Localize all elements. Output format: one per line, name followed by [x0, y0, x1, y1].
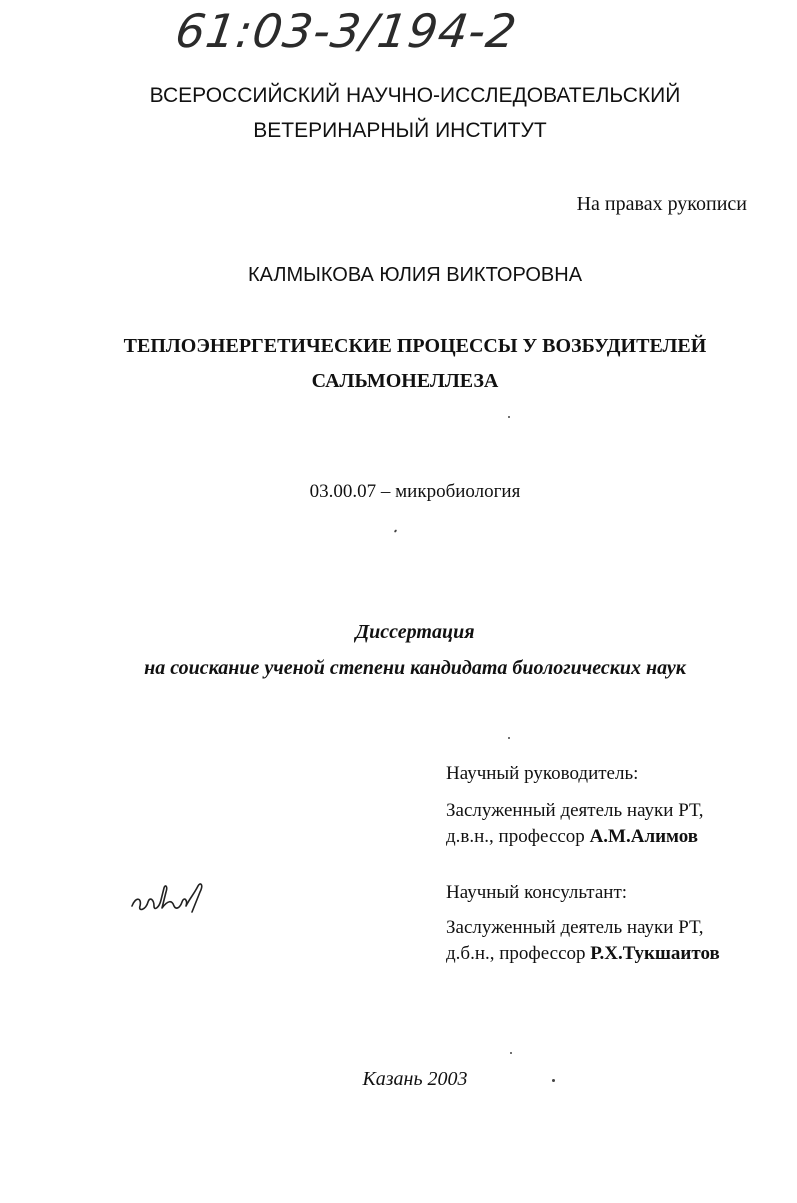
dissertation-title-line1: ТЕПЛОЭНЕРГЕТИЧЕСКИЕ ПРОЦЕССЫ У ВОЗБУДИТЕЛЕЙ	[123, 335, 707, 357]
consultant-name: Р.Х.Тукшаитов	[590, 943, 720, 964]
city-and-year: Казань 2003	[362, 1068, 468, 1090]
supervisor-label: Научный руководитель:	[446, 763, 639, 784]
supervisor-title: Заслуженный деятель науки РТ,	[446, 800, 704, 821]
consultant-label: Научный консультант:	[446, 882, 628, 903]
scan-speck	[510, 1052, 512, 1054]
dissertation-title-line2: САЛЬМОНЕЛЛЕЗА	[311, 370, 499, 392]
supervisor-degree-line	[446, 826, 698, 848]
document-type: Диссертация	[355, 621, 475, 643]
manuscript-rights-note: На правах рукописи	[576, 193, 747, 215]
archive-stamp-handwritten: 61:03-3/194-2	[172, 4, 521, 58]
scan-speck	[508, 416, 510, 418]
author-name: КАЛМЫКОВА ЮЛИЯ ВИКТОРОВНА	[247, 264, 583, 286]
degree-sought: на соискание ученой степени кандидата биологических наук	[144, 657, 686, 679]
consultant-degree-line	[446, 943, 720, 965]
scan-speck	[394, 529, 397, 533]
handwritten-signature	[128, 878, 210, 920]
institute-name-line1: ВСЕРОССИЙСКИЙ НАУЧНО-ИССЛЕДОВАТЕЛЬСКИЙ	[149, 84, 681, 107]
consultant-title: Заслуженный деятель науки РТ,	[446, 917, 704, 938]
institute-name-line2: ВЕТЕРИНАРНЫЙ ИНСТИТУТ	[253, 119, 547, 142]
specialty-code: 03.00.07 – микробиология	[309, 481, 521, 502]
supervisor-name: А.М.Алимов	[589, 826, 699, 847]
scan-speck	[508, 737, 510, 739]
supervisor-degree: д.в.н., профессор	[446, 826, 590, 847]
consultant-degree: д.б.н., профессор	[446, 943, 591, 964]
